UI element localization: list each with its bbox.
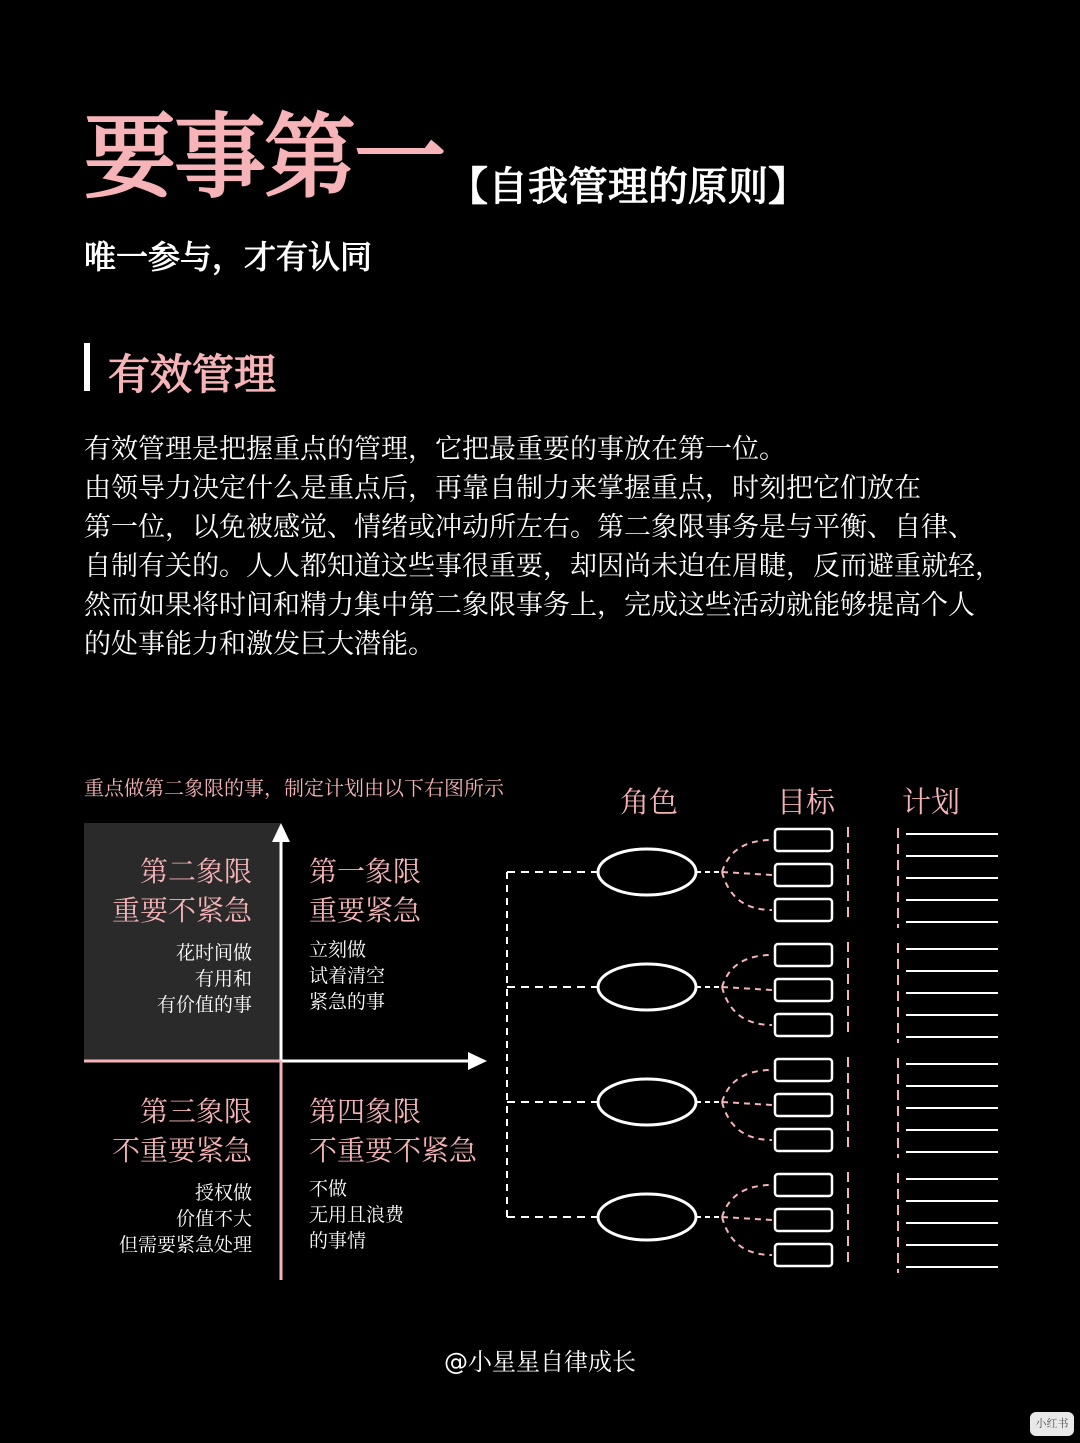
tagline: 唯一参与，才有认同 bbox=[84, 238, 373, 276]
paragraph-line: 自制有关的。人人都知道这些事很重要，却因尚未迫在眉睫，反而避重就轻， bbox=[84, 551, 1002, 582]
goal-box bbox=[775, 1244, 832, 1266]
goal-box bbox=[775, 1129, 832, 1151]
paragraph-line: 然而如果将时间和精力集中第二象限事务上，完成这些活动就能够提高个人 bbox=[84, 590, 975, 621]
goal-box bbox=[775, 1209, 832, 1231]
goal-box bbox=[775, 1059, 832, 1081]
column-header-goal: 目标 bbox=[777, 785, 836, 819]
paragraph-line: 由领导力决定什么是重点后，再靠自制力来掌握重点，时刻把它们放在 bbox=[84, 473, 921, 504]
q4-line: 无用且浪费 bbox=[309, 1204, 405, 1226]
q3-line: 但需要紧急处理 bbox=[118, 1234, 252, 1256]
q1-subtitle: 重要紧急 bbox=[309, 894, 422, 927]
q4-subtitle: 不重要不紧急 bbox=[309, 1134, 478, 1167]
q1-line: 紧急的事 bbox=[309, 991, 386, 1013]
paragraph-line: 的处事能力和激发巨大潜能。 bbox=[84, 629, 435, 660]
q1-line: 立刻做 bbox=[309, 939, 367, 961]
q2-title: 第二象限 bbox=[139, 855, 252, 888]
q3-title: 第三象限 bbox=[139, 1095, 252, 1128]
q1-title: 第一象限 bbox=[309, 855, 422, 888]
goal-box bbox=[775, 944, 832, 966]
goal-box bbox=[775, 979, 832, 1001]
page-title: 要事第一 bbox=[84, 104, 445, 211]
paragraph-line: 有效管理是把握重点的管理，它把最重要的事放在第一位。 bbox=[84, 434, 786, 465]
goal-brace-connector bbox=[722, 840, 772, 910]
goal-box bbox=[775, 1014, 832, 1036]
q3-line: 价值不大 bbox=[175, 1208, 252, 1230]
role-ellipse bbox=[598, 964, 696, 1010]
goal-box bbox=[775, 829, 832, 851]
platform-watermark: 小红书 bbox=[1030, 1412, 1074, 1436]
q4-title: 第四象限 bbox=[309, 1095, 422, 1128]
goal-box bbox=[775, 864, 832, 886]
diagram-caption: 重点做第二象限的事，制定计划由以下右图所示 bbox=[84, 776, 504, 800]
q3-line: 授权做 bbox=[194, 1182, 252, 1204]
q4-line: 的事情 bbox=[309, 1230, 367, 1252]
paragraph-line: 第一位，以免被感觉、情绪或冲动所左右。第二象限事务是与平衡、自律、 bbox=[84, 512, 975, 543]
q2-line: 花时间做 bbox=[175, 942, 252, 964]
x-axis-arrow bbox=[468, 1052, 487, 1070]
y-axis-arrow bbox=[272, 823, 290, 842]
column-header-role: 角色 bbox=[620, 785, 679, 819]
goal-box bbox=[775, 899, 832, 921]
role-goal-plan-tree bbox=[507, 827, 998, 1273]
q3-subtitle: 不重要紧急 bbox=[111, 1134, 252, 1167]
q2-line: 有价值的事 bbox=[156, 994, 252, 1016]
q1-line: 试着清空 bbox=[309, 965, 386, 987]
role-ellipse bbox=[598, 1079, 696, 1125]
q2-line: 有用和 bbox=[194, 968, 252, 990]
goal-brace-connector bbox=[722, 955, 772, 1025]
author-credit: @小星星自律成长 bbox=[444, 1348, 636, 1376]
goal-brace-connector bbox=[722, 1185, 772, 1255]
role-ellipse bbox=[598, 849, 696, 895]
goal-box bbox=[775, 1174, 832, 1196]
q2-subtitle: 重要不紧急 bbox=[111, 894, 252, 927]
page-subtitle: 【自我管理的原则】 bbox=[448, 164, 808, 210]
section-title: 有效管理 bbox=[108, 350, 277, 399]
goal-brace-connector bbox=[722, 1070, 772, 1140]
goal-box bbox=[775, 1094, 832, 1116]
role-ellipse bbox=[598, 1194, 696, 1240]
q4-line: 不做 bbox=[309, 1178, 348, 1200]
column-header-plan: 计划 bbox=[902, 785, 961, 819]
